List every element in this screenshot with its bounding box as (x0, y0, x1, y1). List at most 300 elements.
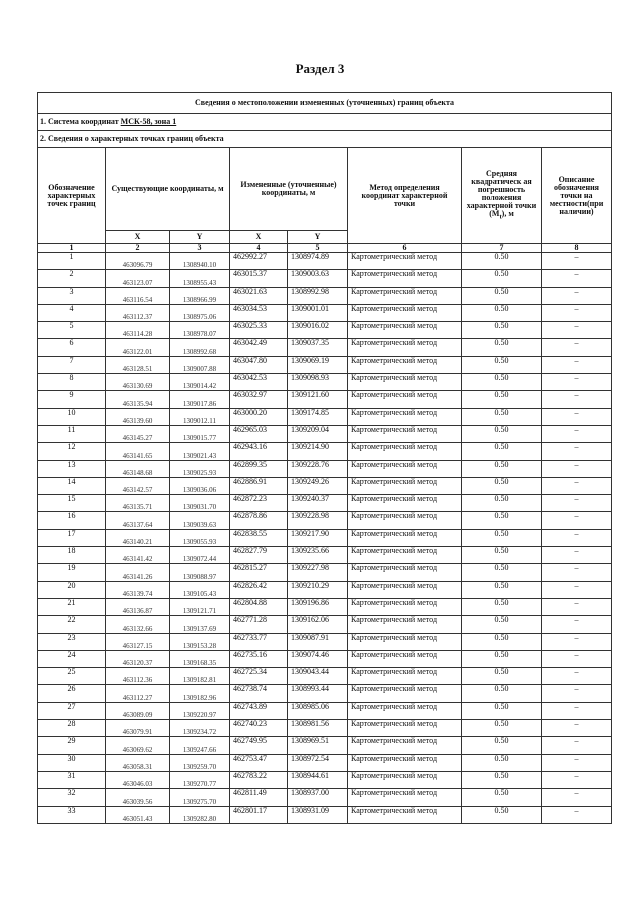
description: – (542, 685, 612, 702)
existing-y: 1308940.10 (170, 253, 230, 270)
existing-y: 1309282.80 (170, 806, 230, 823)
header-method: Метод определения координат характерной точки (348, 148, 462, 244)
table-row (38, 598, 612, 615)
table-row (38, 356, 612, 373)
table-row (38, 270, 612, 287)
description: – (542, 495, 612, 512)
changed-y: 1309162.06 (288, 616, 348, 633)
existing-x: 463135.94 (106, 391, 170, 408)
coord-system-label: 1. Система координат (40, 117, 119, 126)
table-row (38, 737, 612, 754)
point-number: 20 (38, 581, 106, 598)
changed-y: 1309210.29 (288, 581, 348, 598)
existing-x: 463140.21 (106, 529, 170, 546)
existing-x: 463141.26 (106, 564, 170, 581)
description: – (542, 425, 612, 442)
point-number: 31 (38, 771, 106, 788)
existing-x: 463051.43 (106, 806, 170, 823)
existing-x: 463142.57 (106, 477, 170, 494)
method: Картометрический метод (348, 270, 462, 287)
table-row (38, 460, 612, 477)
changed-y: 1308985.06 (288, 702, 348, 719)
mean-error: 0.50 (462, 391, 542, 408)
existing-x: 463039.56 (106, 789, 170, 806)
description: – (542, 547, 612, 564)
method: Картометрический метод (348, 391, 462, 408)
changed-x: 462899.35 (230, 460, 288, 477)
changed-x: 462965.03 (230, 425, 288, 442)
method: Картометрический метод (348, 581, 462, 598)
existing-x: 463137.64 (106, 512, 170, 529)
column-number: 1 (38, 244, 106, 253)
description: – (542, 771, 612, 788)
description: – (542, 633, 612, 650)
description: – (542, 391, 612, 408)
changed-x: 462753.47 (230, 754, 288, 771)
header-description: Описание обозначения точки на местности(при наличии) (542, 148, 612, 244)
existing-x: 463058.31 (106, 754, 170, 771)
changed-y: 1308969.51 (288, 737, 348, 754)
table-row (38, 789, 612, 806)
description: – (542, 720, 612, 737)
table-row (38, 806, 612, 823)
mean-error: 0.50 (462, 806, 542, 823)
changed-x: 462992.27 (230, 253, 288, 270)
description: – (542, 668, 612, 685)
mean-error: 0.50 (462, 512, 542, 529)
method: Картометрический метод (348, 616, 462, 633)
changed-x: 462826.42 (230, 581, 288, 598)
changed-y: 1308937.00 (288, 789, 348, 806)
method: Картометрический метод (348, 720, 462, 737)
method: Картометрический метод (348, 598, 462, 615)
point-number: 10 (38, 408, 106, 425)
header-existing-coords: Существующие координаты, м (106, 148, 230, 231)
point-number: 25 (38, 668, 106, 685)
mean-error: 0.50 (462, 598, 542, 615)
changed-x: 463034.53 (230, 304, 288, 321)
mean-error: 0.50 (462, 495, 542, 512)
point-number: 8 (38, 374, 106, 391)
changed-y: 1308993.44 (288, 685, 348, 702)
changed-y: 1308931.09 (288, 806, 348, 823)
changed-x: 462872.23 (230, 495, 288, 512)
method: Картометрический метод (348, 495, 462, 512)
existing-x: 463116.54 (106, 287, 170, 304)
mean-error: 0.50 (462, 356, 542, 373)
existing-x: 463148.68 (106, 460, 170, 477)
changed-y: 1309037.35 (288, 339, 348, 356)
coord-system-row (38, 114, 612, 131)
description: – (542, 270, 612, 287)
description: – (542, 253, 612, 270)
changed-x: 463021.63 (230, 287, 288, 304)
existing-x: 463079.91 (106, 720, 170, 737)
existing-x: 463139.60 (106, 408, 170, 425)
method: Картометрический метод (348, 737, 462, 754)
table-row (38, 702, 612, 719)
existing-y: 1309031.70 (170, 495, 230, 512)
method: Картометрический метод (348, 789, 462, 806)
changed-x: 462725.34 (230, 668, 288, 685)
table-row (38, 322, 612, 339)
existing-y: 1309025.93 (170, 460, 230, 477)
mean-error: 0.50 (462, 322, 542, 339)
changed-x: 462801.17 (230, 806, 288, 823)
method: Картометрический метод (348, 322, 462, 339)
existing-x: 463122.01 (106, 339, 170, 356)
existing-x: 463145.27 (106, 425, 170, 442)
changed-x: 462804.88 (230, 598, 288, 615)
mean-error: 0.50 (462, 633, 542, 650)
column-number: 3 (170, 244, 230, 253)
method: Картометрический метод (348, 356, 462, 373)
description: – (542, 356, 612, 373)
section-title: Раздел 3 (295, 61, 345, 76)
description: – (542, 789, 612, 806)
point-number: 28 (38, 720, 106, 737)
point-number: 17 (38, 529, 106, 546)
existing-x: 463112.36 (106, 668, 170, 685)
changed-x: 462838.55 (230, 529, 288, 546)
point-number: 9 (38, 391, 106, 408)
description: – (542, 304, 612, 321)
table-title: Сведения о местоположении измененных (уточненных) границ объекта (38, 93, 612, 114)
existing-x: 463141.42 (106, 547, 170, 564)
changed-x: 462735.16 (230, 650, 288, 667)
method: Картометрический метод (348, 771, 462, 788)
method: Картометрический метод (348, 650, 462, 667)
table-row (38, 547, 612, 564)
existing-x: 463096.79 (106, 253, 170, 270)
mean-error: 0.50 (462, 443, 542, 460)
changed-y: 1308992.98 (288, 287, 348, 304)
point-number: 33 (38, 806, 106, 823)
existing-y: 1308978.07 (170, 322, 230, 339)
table-row (38, 374, 612, 391)
header-x-existing: X (106, 231, 170, 244)
changed-y: 1309217.90 (288, 529, 348, 546)
mean-error: 0.50 (462, 477, 542, 494)
changed-y: 1309074.46 (288, 650, 348, 667)
existing-y: 1309182.81 (170, 668, 230, 685)
changed-y: 1309087.91 (288, 633, 348, 650)
changed-y: 1309121.60 (288, 391, 348, 408)
table-row (38, 408, 612, 425)
table-row (38, 512, 612, 529)
header-y-existing: Y (170, 231, 230, 244)
changed-x: 463042.53 (230, 374, 288, 391)
mean-error: 0.50 (462, 616, 542, 633)
method: Картометрический метод (348, 408, 462, 425)
existing-y: 1309121.71 (170, 598, 230, 615)
existing-y: 1309007.88 (170, 356, 230, 373)
existing-y: 1309039.63 (170, 512, 230, 529)
changed-y: 1308944.61 (288, 771, 348, 788)
column-number: 8 (542, 244, 612, 253)
existing-y: 1309012.11 (170, 408, 230, 425)
description: – (542, 339, 612, 356)
changed-y: 1309235.66 (288, 547, 348, 564)
existing-y: 1309259.70 (170, 754, 230, 771)
point-number: 29 (38, 737, 106, 754)
existing-x: 463120.37 (106, 650, 170, 667)
description: – (542, 754, 612, 771)
changed-x: 463047.80 (230, 356, 288, 373)
mean-error: 0.50 (462, 754, 542, 771)
point-number: 3 (38, 287, 106, 304)
existing-y: 1309021.43 (170, 443, 230, 460)
boundary-points-table (37, 92, 612, 824)
changed-x: 462771.28 (230, 616, 288, 633)
description: – (542, 806, 612, 823)
mean-error: 0.50 (462, 253, 542, 270)
existing-x: 463112.37 (106, 304, 170, 321)
description: – (542, 581, 612, 598)
mean-error: 0.50 (462, 737, 542, 754)
existing-y: 1309055.93 (170, 529, 230, 546)
point-number: 2 (38, 270, 106, 287)
method: Картометрический метод (348, 287, 462, 304)
column-number: 5 (288, 244, 348, 253)
changed-y: 1309240.37 (288, 495, 348, 512)
changed-x: 463015.37 (230, 270, 288, 287)
method: Картометрический метод (348, 477, 462, 494)
changed-y: 1309003.63 (288, 270, 348, 287)
point-number: 7 (38, 356, 106, 373)
method: Картометрический метод (348, 702, 462, 719)
existing-y: 1309014.42 (170, 374, 230, 391)
table-row (38, 668, 612, 685)
description: – (542, 564, 612, 581)
mean-error: 0.50 (462, 408, 542, 425)
column-number: 4 (230, 244, 288, 253)
method: Картометрический метод (348, 685, 462, 702)
point-number: 18 (38, 547, 106, 564)
point-number: 26 (38, 685, 106, 702)
changed-y: 1309069.19 (288, 356, 348, 373)
table-row (38, 581, 612, 598)
changed-x: 462749.95 (230, 737, 288, 754)
mean-error: 0.50 (462, 304, 542, 321)
existing-y: 1309153.28 (170, 633, 230, 650)
table-row (38, 685, 612, 702)
table-row (38, 771, 612, 788)
existing-y: 1309072.44 (170, 547, 230, 564)
changed-x: 463042.49 (230, 339, 288, 356)
existing-y: 1309036.06 (170, 477, 230, 494)
changed-x: 463000.20 (230, 408, 288, 425)
changed-x: 462783.22 (230, 771, 288, 788)
point-number: 6 (38, 339, 106, 356)
table-row (38, 425, 612, 442)
header-x-changed: X (230, 231, 288, 244)
changed-y: 1309043.44 (288, 668, 348, 685)
existing-y: 1309015.77 (170, 425, 230, 442)
changed-x: 462815.27 (230, 564, 288, 581)
existing-y: 1308992.68 (170, 339, 230, 356)
table-row (38, 529, 612, 546)
column-number: 6 (348, 244, 462, 253)
table-row (38, 339, 612, 356)
mean-error: 0.50 (462, 702, 542, 719)
existing-y: 1309105.43 (170, 581, 230, 598)
table-row (38, 287, 612, 304)
changed-x: 462733.77 (230, 633, 288, 650)
point-number: 12 (38, 443, 106, 460)
mean-error: 0.50 (462, 650, 542, 667)
existing-y: 1309168.35 (170, 650, 230, 667)
mean-error: 0.50 (462, 720, 542, 737)
description: – (542, 477, 612, 494)
existing-y: 1308966.99 (170, 287, 230, 304)
changed-y: 1309209.04 (288, 425, 348, 442)
changed-y: 1309098.93 (288, 374, 348, 391)
method: Картометрический метод (348, 512, 462, 529)
header-y-changed: Y (288, 231, 348, 244)
method: Картометрический метод (348, 339, 462, 356)
existing-y: 1309088.97 (170, 564, 230, 581)
changed-x: 462738.74 (230, 685, 288, 702)
existing-y: 1309220.97 (170, 702, 230, 719)
table-row (38, 495, 612, 512)
table-row (38, 477, 612, 494)
point-number: 13 (38, 460, 106, 477)
existing-y: 1309275.70 (170, 789, 230, 806)
point-number: 30 (38, 754, 106, 771)
method: Картометрический метод (348, 633, 462, 650)
changed-y: 1309196.86 (288, 598, 348, 615)
changed-x: 463025.33 (230, 322, 288, 339)
table-row (38, 650, 612, 667)
mean-error: 0.50 (462, 374, 542, 391)
existing-y: 1308955.43 (170, 270, 230, 287)
table-row (38, 720, 612, 737)
point-number: 19 (38, 564, 106, 581)
table-row (38, 443, 612, 460)
table-row (38, 304, 612, 321)
table-row (38, 633, 612, 650)
method: Картометрический метод (348, 374, 462, 391)
point-number: 5 (38, 322, 106, 339)
table-row (38, 616, 612, 633)
header-changed-coords: Измененные (уточненные) координаты, м (230, 148, 348, 231)
mean-error: 0.50 (462, 425, 542, 442)
existing-x: 463089.09 (106, 702, 170, 719)
point-number: 1 (38, 253, 106, 270)
changed-y: 1308974.89 (288, 253, 348, 270)
existing-x: 463130.69 (106, 374, 170, 391)
description: – (542, 616, 612, 633)
existing-x: 463139.74 (106, 581, 170, 598)
changed-y: 1309174.85 (288, 408, 348, 425)
existing-y: 1308975.06 (170, 304, 230, 321)
mean-error: 0.50 (462, 529, 542, 546)
point-number: 27 (38, 702, 106, 719)
existing-x: 463128.51 (106, 356, 170, 373)
changed-x: 462827.79 (230, 547, 288, 564)
point-number: 11 (38, 425, 106, 442)
points-section-label: 2. Сведения о характерных точках границ объекта (38, 131, 612, 148)
existing-y: 1309247.66 (170, 737, 230, 754)
description: – (542, 512, 612, 529)
existing-x: 463135.71 (106, 495, 170, 512)
point-number: 24 (38, 650, 106, 667)
existing-x: 463127.15 (106, 633, 170, 650)
method: Картометрический метод (348, 425, 462, 442)
description: – (542, 287, 612, 304)
method: Картометрический метод (348, 460, 462, 477)
existing-x: 463114.28 (106, 322, 170, 339)
existing-y: 1309017.86 (170, 391, 230, 408)
table-row (38, 253, 612, 270)
existing-y: 1309234.72 (170, 720, 230, 737)
changed-y: 1309249.26 (288, 477, 348, 494)
mean-error: 0.50 (462, 685, 542, 702)
existing-y: 1309182.96 (170, 685, 230, 702)
existing-x: 463141.65 (106, 443, 170, 460)
header-point-designation: Обозначение характерных точек границ (38, 148, 106, 244)
method: Картометрический метод (348, 564, 462, 581)
existing-y: 1309270.77 (170, 771, 230, 788)
mean-error: 0.50 (462, 339, 542, 356)
point-number: 16 (38, 512, 106, 529)
point-number: 15 (38, 495, 106, 512)
changed-y: 1308972.54 (288, 754, 348, 771)
changed-y: 1309228.98 (288, 512, 348, 529)
existing-x: 463046.03 (106, 771, 170, 788)
description: – (542, 650, 612, 667)
mean-error: 0.50 (462, 771, 542, 788)
method: Картометрический метод (348, 304, 462, 321)
changed-y: 1309228.76 (288, 460, 348, 477)
existing-x: 463069.62 (106, 737, 170, 754)
point-number: 4 (38, 304, 106, 321)
point-number: 21 (38, 598, 106, 615)
description: – (542, 529, 612, 546)
description: – (542, 460, 612, 477)
description: – (542, 598, 612, 615)
table-row (38, 754, 612, 771)
column-number: 7 (462, 244, 542, 253)
method: Картометрический метод (348, 253, 462, 270)
existing-x: 463132.66 (106, 616, 170, 633)
method: Картометрический метод (348, 754, 462, 771)
coord-system-value: МСК-58, зона 1 (120, 117, 177, 126)
changed-x: 463032.97 (230, 391, 288, 408)
method: Картометрический метод (348, 529, 462, 546)
changed-y: 1308981.56 (288, 720, 348, 737)
changed-y: 1309001.01 (288, 304, 348, 321)
mean-error: 0.50 (462, 789, 542, 806)
changed-x: 462886.91 (230, 477, 288, 494)
changed-y: 1309214.90 (288, 443, 348, 460)
method: Картометрический метод (348, 443, 462, 460)
point-number: 14 (38, 477, 106, 494)
existing-y: 1309137.69 (170, 616, 230, 633)
description: – (542, 443, 612, 460)
mean-error: 0.50 (462, 547, 542, 564)
point-number: 22 (38, 616, 106, 633)
changed-x: 462943.16 (230, 443, 288, 460)
mean-error: 0.50 (462, 460, 542, 477)
description: – (542, 374, 612, 391)
existing-x: 463123.07 (106, 270, 170, 287)
mean-error: 0.50 (462, 581, 542, 598)
description: – (542, 702, 612, 719)
changed-y: 1309016.02 (288, 322, 348, 339)
existing-x: 463136.87 (106, 598, 170, 615)
